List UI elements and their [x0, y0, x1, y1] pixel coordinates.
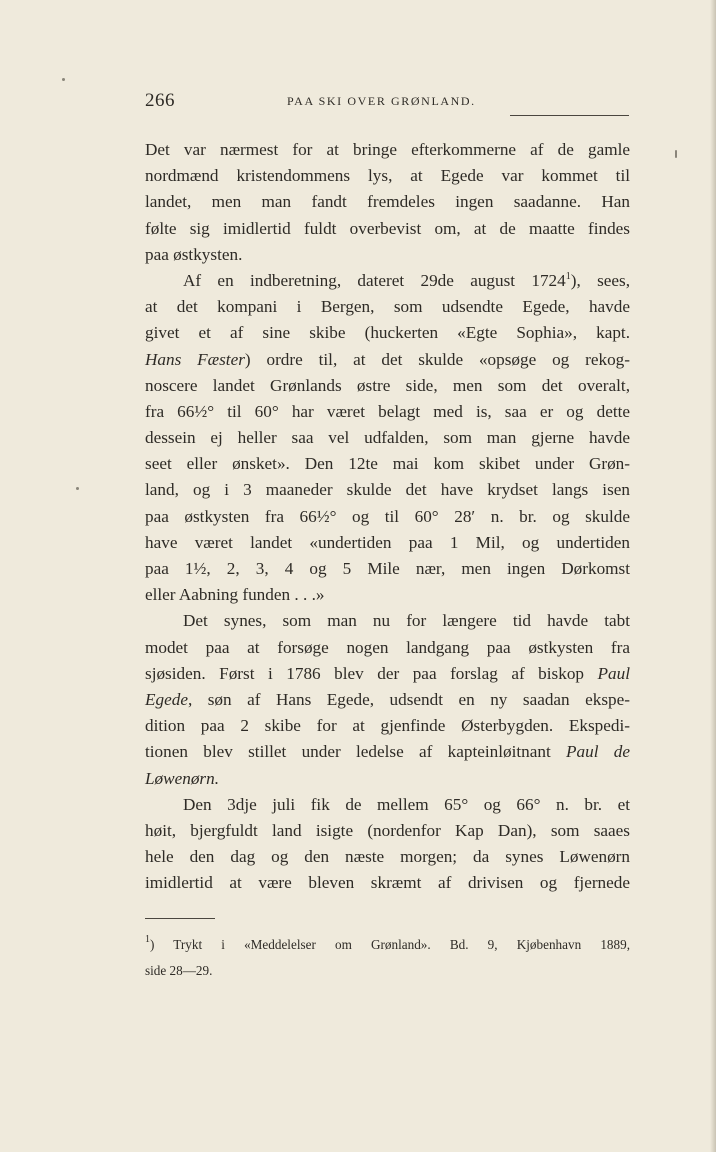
paper-speck	[675, 150, 677, 158]
footnote-text: ) Trykt i «Meddelelser om Grønland». Bd. 9, Kjøbenhavn 1889,	[150, 937, 630, 952]
italic-name: Egede	[145, 689, 188, 709]
text-line	[145, 661, 630, 687]
text-line: Det var nærmest for at bringe efterkommerne af de gamle	[145, 140, 630, 159]
text-line: land, og i 3 maaneder skulde det have krydset langs isen	[145, 480, 630, 500]
page-number: 266	[145, 90, 175, 111]
text-line: dessein ej heller saa vel udfalden, som man gjerne havde	[145, 428, 630, 448]
body-text	[145, 137, 630, 896]
footnote-line: side 28—29.	[145, 963, 213, 979]
text-line	[145, 347, 630, 373]
text-line: dition paa 2 skibe for at gjenfinde Østerbygden. Ekspedi-	[145, 716, 630, 736]
footnote-ref: 1	[565, 270, 571, 282]
text-line	[145, 687, 630, 713]
text-segment: ) ordre til, at det skulde «opsøge og rekog-	[244, 349, 630, 369]
footnote-rule	[145, 918, 215, 919]
italic-name: Paul	[597, 663, 631, 683]
italic-name: Hans Fæster	[145, 349, 245, 369]
text-line: Den 3dje juli fik de mellem 65° og 66° n. br. et	[183, 794, 630, 814]
text-line: Det synes, som man nu for længere tid havde tabt	[183, 611, 630, 631]
text-line: eller Aabning funden . . .»	[145, 585, 325, 605]
text-line: paa østkysten fra 66½° og til 60° 28′ n. br. og skulde	[145, 506, 630, 526]
text-line: høit, bjergfuldt land isigte (nordenfor Kap Dan), som saaes	[145, 820, 630, 840]
text-segment: Af en indberetning, dateret 29de august 1724	[183, 270, 566, 290]
italic-name: Paul de	[566, 742, 630, 762]
text-line: noscere landet Grønlands østre side, men som det overalt,	[145, 375, 630, 395]
text-line: seet eller ønsket». Den 12te mai kom skibet under Grøn-	[145, 454, 630, 474]
text-segment: , søn af Hans Egede, udsendt en ny saadan ekspe-	[187, 689, 630, 709]
text-segment: ), sees,	[570, 270, 631, 290]
text-line: givet et af sine skibe (huckerten «Egte Sophia», kapt.	[145, 323, 630, 343]
text-line: fra 66½° til 60° har været belagt med is, saa er og dette	[145, 401, 630, 421]
running-title: PAA SKI OVER GRØNLAND.	[287, 94, 476, 108]
page-header	[145, 90, 629, 114]
text-line: Løwenørn.	[145, 768, 220, 788]
text-line: modet paa at forsøge nogen landgang paa østkysten fra	[145, 637, 630, 657]
text-line: at det kompani i Bergen, som udsendte Egede, havde	[145, 297, 630, 317]
text-line: paa østkysten.	[145, 244, 243, 264]
text-line: imidlertid at være bleven skræmt af drivisen og fjernede	[145, 873, 630, 893]
text-line	[145, 739, 630, 765]
footnote-line	[145, 934, 630, 960]
footnote-marker: 1	[145, 934, 150, 945]
text-segment: tionen blev stillet under ledelse af kapteinløitnant	[145, 742, 551, 762]
text-line: paa 1½, 2, 3, 4 og 5 Mile nær, men ingen Dørkomst	[145, 559, 630, 578]
text-line	[145, 268, 630, 294]
text-line: have været landet «undertiden paa 1 Mil, og undertiden	[145, 532, 630, 552]
page-edge-shadow	[710, 0, 716, 1152]
text-line: nordmænd kristendommens lys, at Egede var kommet til	[145, 166, 630, 186]
paper-speck	[76, 487, 79, 490]
paper-speck	[62, 78, 65, 81]
text-line: følte sig imidlertid fuldt overbevist om, at de maatte findes	[145, 218, 630, 238]
text-line: landet, men man fandt fremdeles ingen saadanne. Han	[145, 192, 630, 212]
text-segment: sjøsiden. Først i 1786 blev der paa forslag af biskop	[145, 663, 585, 683]
text-line: hele den dag og den næste morgen; da synes Løwenørn	[145, 847, 630, 867]
footnotes	[145, 934, 630, 986]
header-rule	[510, 115, 629, 116]
